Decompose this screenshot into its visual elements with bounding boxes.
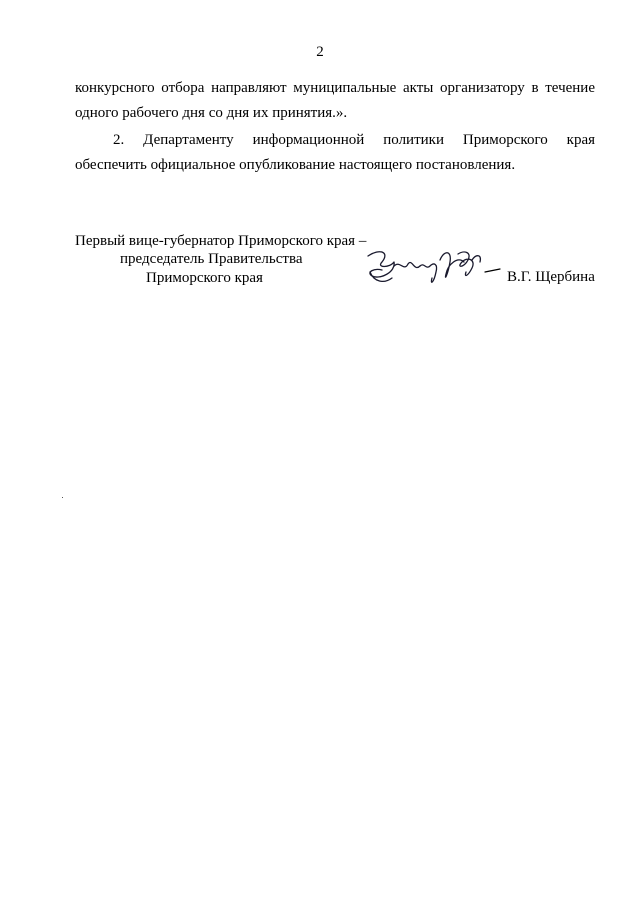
body-text-line: конкурсного отбора направляют муниципальные акты организатору в течение [75,80,595,96]
scan-speck [62,497,63,498]
signer-title-line: Первый вице-губернатор Приморского края – [75,233,367,249]
body-text-line: обеспечить официальное опубликование настоящего постановления. [75,157,516,173]
signer-name: В.Г. Щербина [507,269,595,285]
body-text-line: 2. Департаменту информационной политики Приморского края [113,132,595,148]
body-text-line: одного рабочего дня со дня их принятия.». [75,105,348,121]
handwritten-signature-icon [360,242,510,302]
signer-title-line: председатель Правительства [120,251,303,267]
page-number: 2 [316,44,324,60]
signer-title-line: Приморского края [146,270,263,286]
